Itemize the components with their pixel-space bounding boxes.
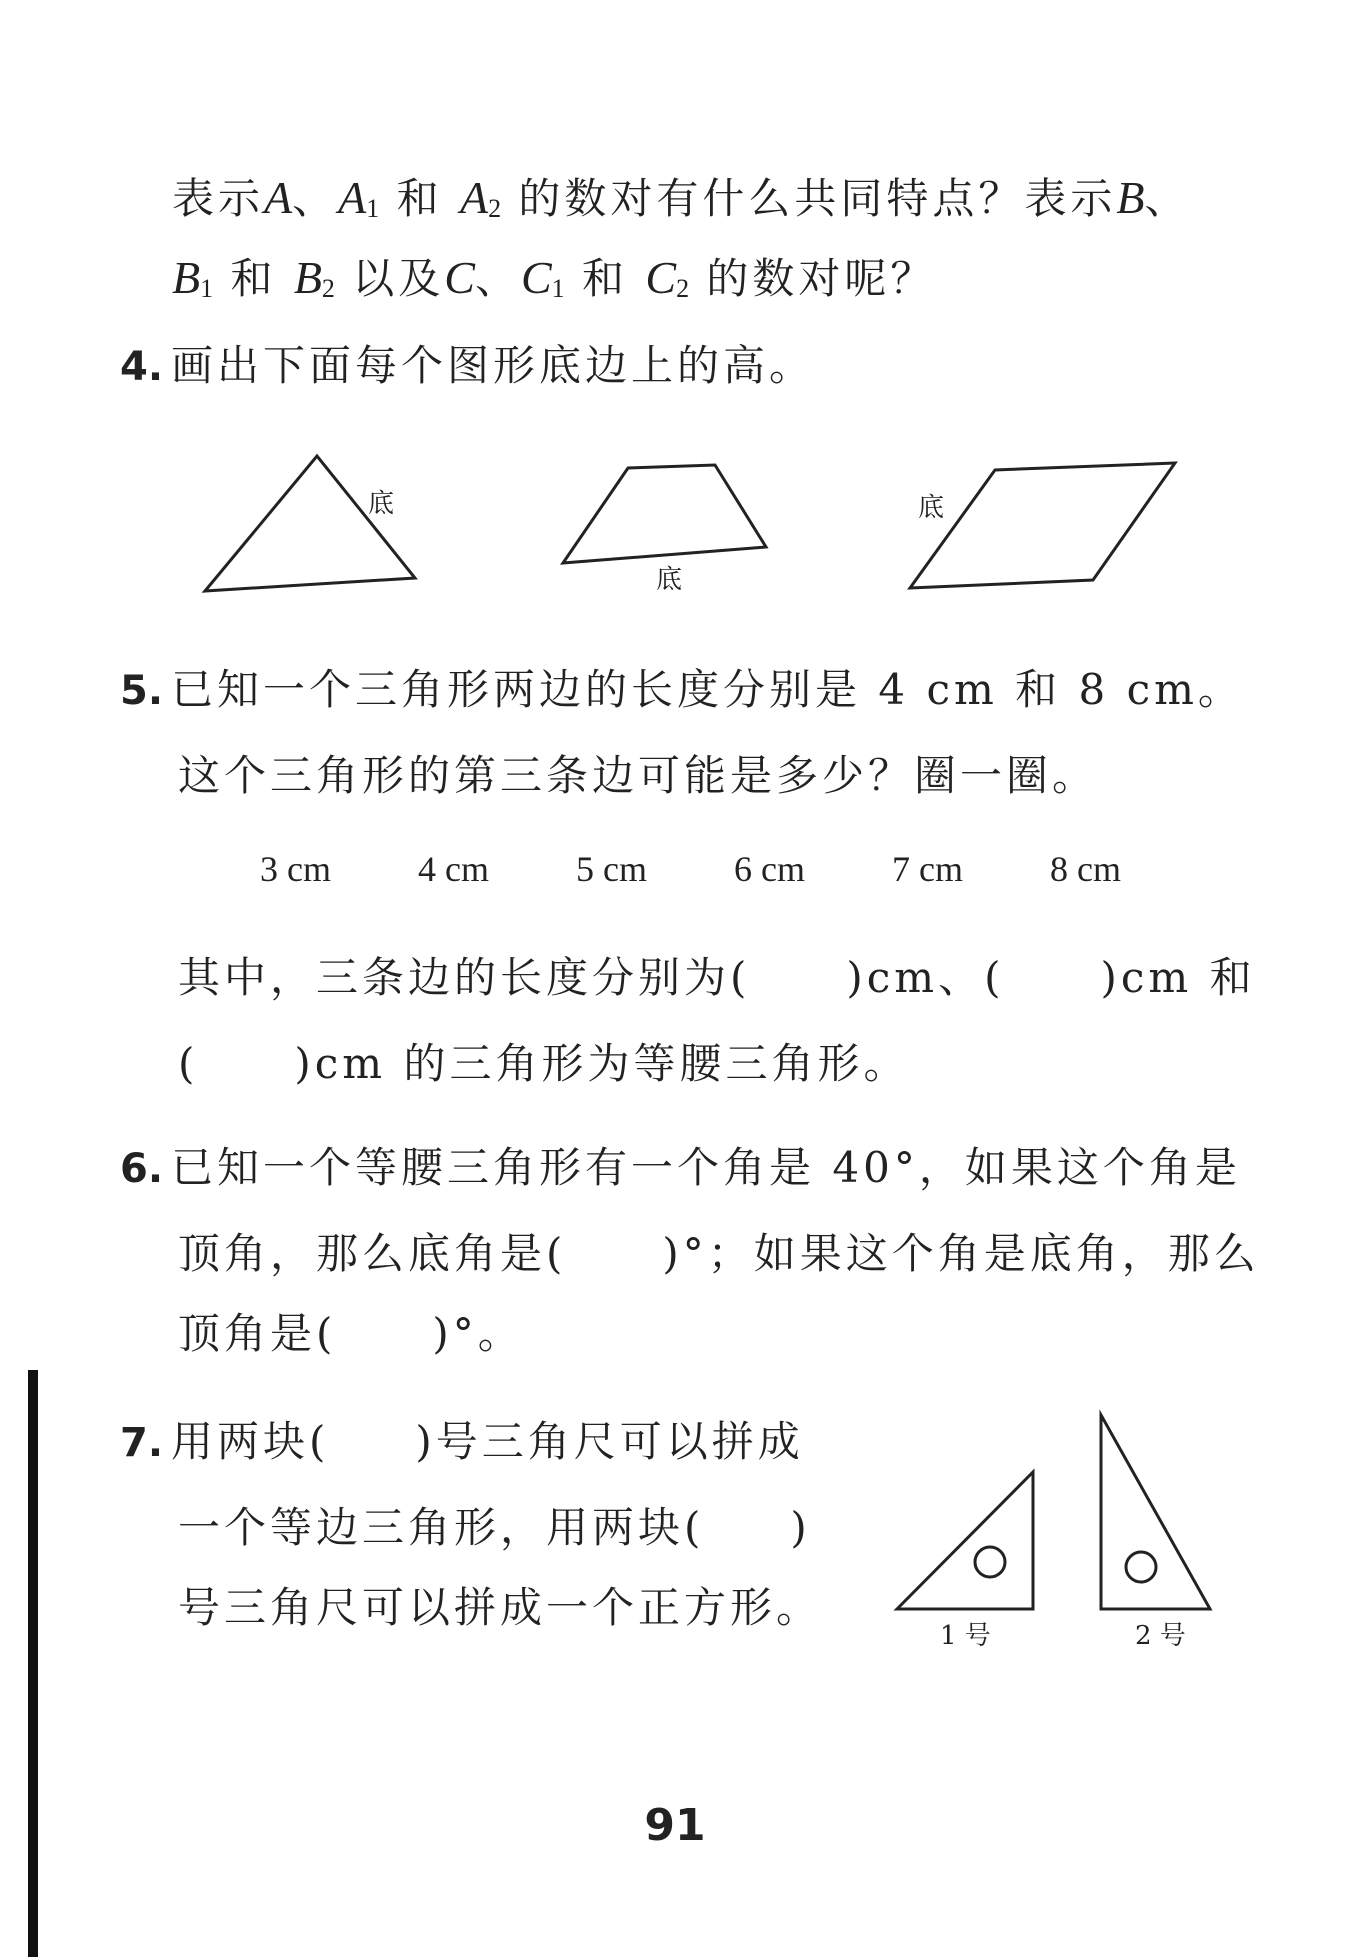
q5-line-1: 5. 已知一个三角形两边的长度分别是 4 cm 和 8 cm。 [120, 665, 1244, 714]
set-square-1 [897, 1472, 1033, 1609]
q5-fill-line-1: 其中，三条边的长度分别为( )cm、( )cm 和 [178, 953, 1256, 1002]
q4-number: 4. [120, 344, 164, 390]
q6-line-1: 6. 已知一个等腰三角形有一个角是 40°，如果这个角是 [120, 1143, 1241, 1192]
q5-number: 5. [120, 668, 164, 714]
parallelogram-figure [910, 463, 1175, 588]
q3-line-1: 表示A、$A_1$ 和 $A_2$ 的数对有什么共同特点？表示B、 [172, 172, 1191, 223]
q5-option-4cm[interactable]: 4 cm [418, 849, 489, 889]
trapezoid-figure [563, 465, 766, 563]
q5-option-5cm[interactable]: 5 cm [576, 849, 647, 889]
parallelogram-base-label: 底 [918, 493, 945, 523]
q7-line-2: 一个等边三角形，用两块( ) [178, 1503, 811, 1552]
q5-fill-line-2: ( )cm 的三角形为等腰三角形。 [178, 1039, 910, 1088]
set-square-2-hole [1126, 1552, 1156, 1582]
q5-option-8cm[interactable]: 8 cm [1050, 849, 1121, 889]
q7-line-1: 7. 用两块( )号三角尺可以拼成 [120, 1417, 804, 1466]
set-square-1-hole [975, 1547, 1005, 1577]
q5-option-6cm[interactable]: 6 cm [734, 849, 805, 889]
page-number: 91 [644, 1800, 706, 1851]
q5-option-7cm[interactable]: 7 cm [892, 849, 963, 889]
q5-option-3cm[interactable]: 3 cm [260, 849, 331, 889]
q6-line-3: 顶角是( )°。 [178, 1309, 524, 1358]
q7-line-3: 号三角尺可以拼成一个正方形。 [178, 1583, 823, 1632]
q6-line-2: 顶角，那么底角是( )°；如果这个角是底角，那么 [178, 1229, 1260, 1278]
q5-line-2: 这个三角形的第三条边可能是多少？圈一圈。 [178, 751, 1099, 800]
set-square-1-label: 1 号 [940, 1621, 991, 1651]
q7-number: 7. [120, 1420, 164, 1466]
q3-line-2: $B_1$ 和 $B_2$ 以及C、$C_1$ 和 $C_2$ 的数对呢？ [172, 252, 937, 303]
triangle-base-label: 底 [368, 489, 395, 519]
q4-prompt: 4. 画出下面每个图形底边上的高。 [120, 341, 816, 390]
triangle-figure [205, 456, 415, 591]
q6-number: 6. [120, 1146, 164, 1192]
trapezoid-base-label: 底 [656, 565, 683, 595]
set-square-2 [1101, 1415, 1210, 1609]
set-square-2-label: 2 号 [1135, 1621, 1186, 1651]
